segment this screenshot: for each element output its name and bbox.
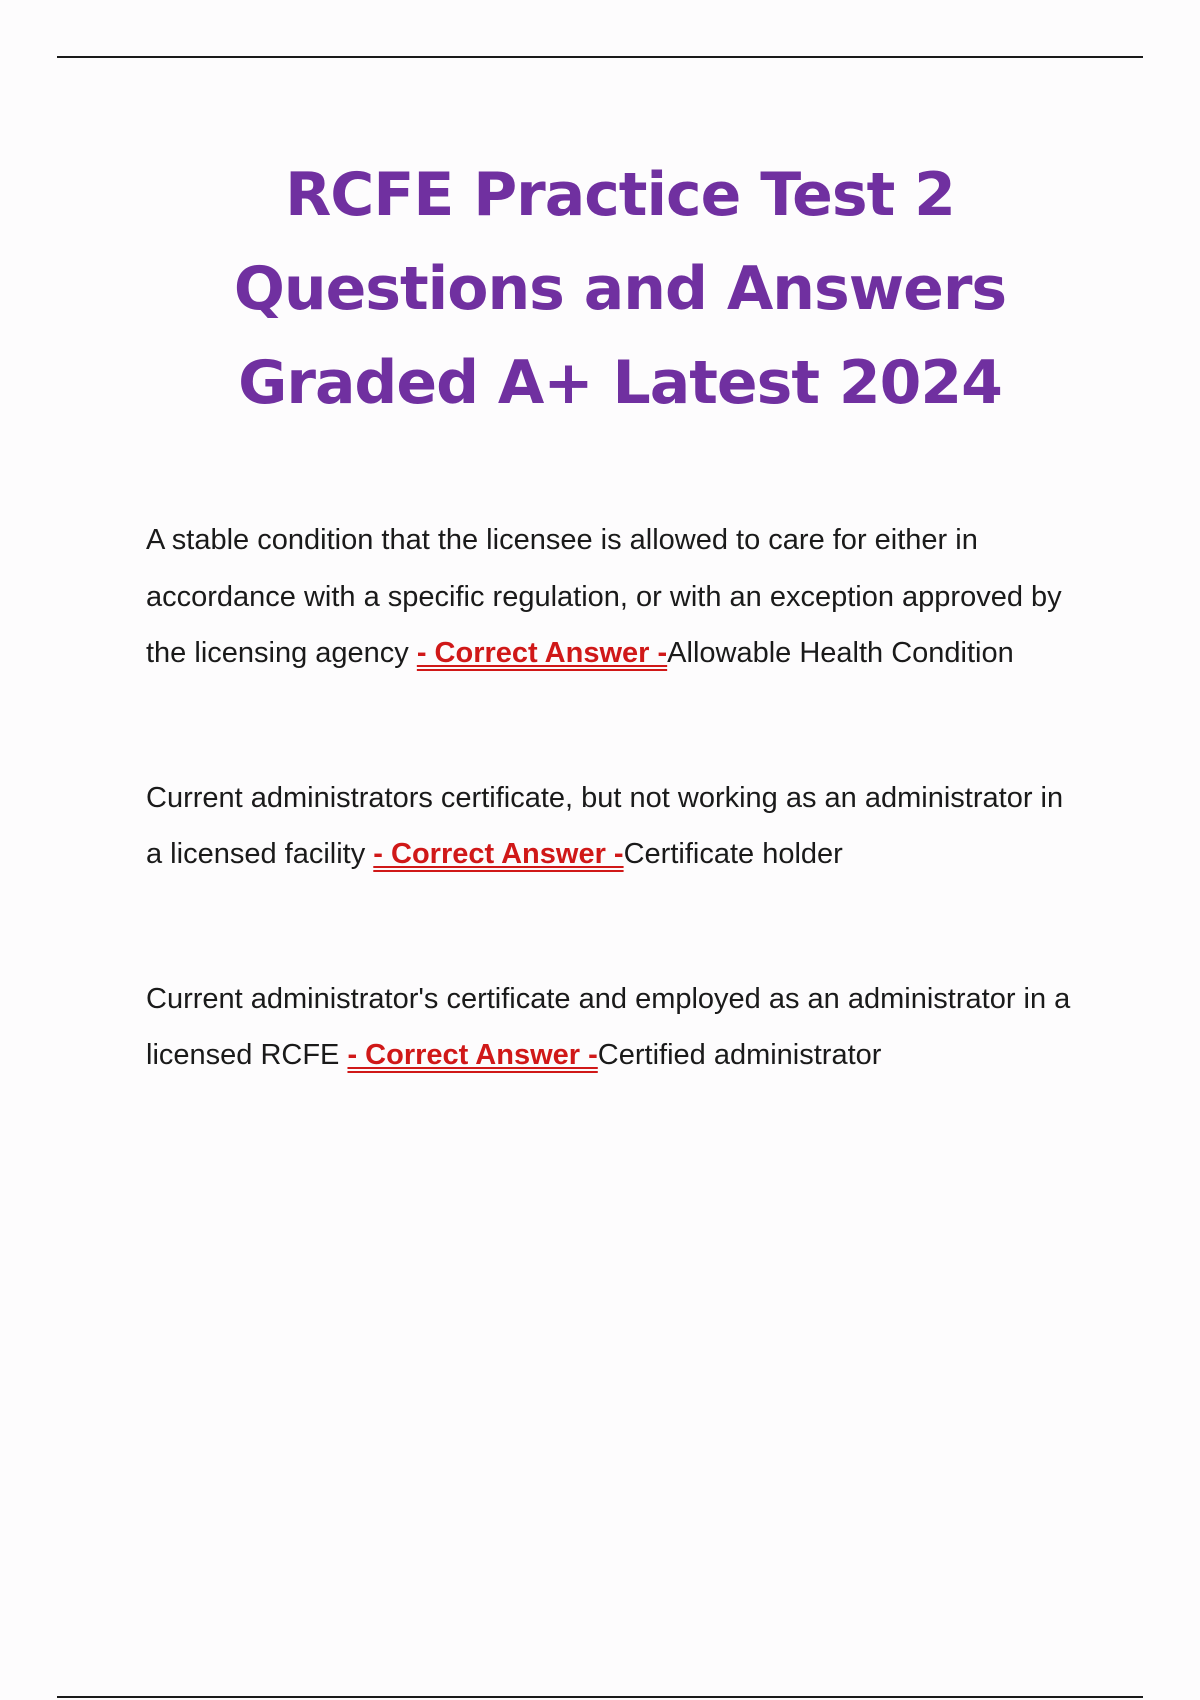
correct-answer-marker: - Correct Answer - bbox=[347, 1039, 598, 1071]
correct-answer-marker: - Correct Answer - bbox=[373, 838, 624, 870]
qa-item bbox=[146, 971, 1086, 1084]
qa-item bbox=[146, 512, 1086, 682]
header-rule bbox=[57, 56, 1143, 58]
qa-list bbox=[146, 512, 1086, 1172]
question-text: Current administrator's certificate and employed as an administrator in a licensed RCFE bbox=[146, 982, 1071, 1071]
qa-item bbox=[146, 770, 1086, 883]
footer-rule bbox=[57, 1696, 1143, 1698]
answer-text: Certified administrator bbox=[597, 1039, 882, 1071]
question-text: Current administrators certificate, but not working as an administrator in a licensed facility bbox=[146, 781, 1064, 870]
answer-text: Certificate holder bbox=[623, 838, 843, 870]
question-text: A stable condition that the licensee is allowed to care for either in accordance with a specific regulation, or with an exception approved by the licensing agency bbox=[146, 524, 1062, 669]
correct-answer-marker: - Correct Answer - bbox=[416, 637, 668, 669]
document-title: RCFE Practice Test 2 Questions and Answers Graded A+ Latest 2024 bbox=[233, 160, 1007, 418]
answer-text: Allowable Health Condition bbox=[667, 637, 1014, 669]
